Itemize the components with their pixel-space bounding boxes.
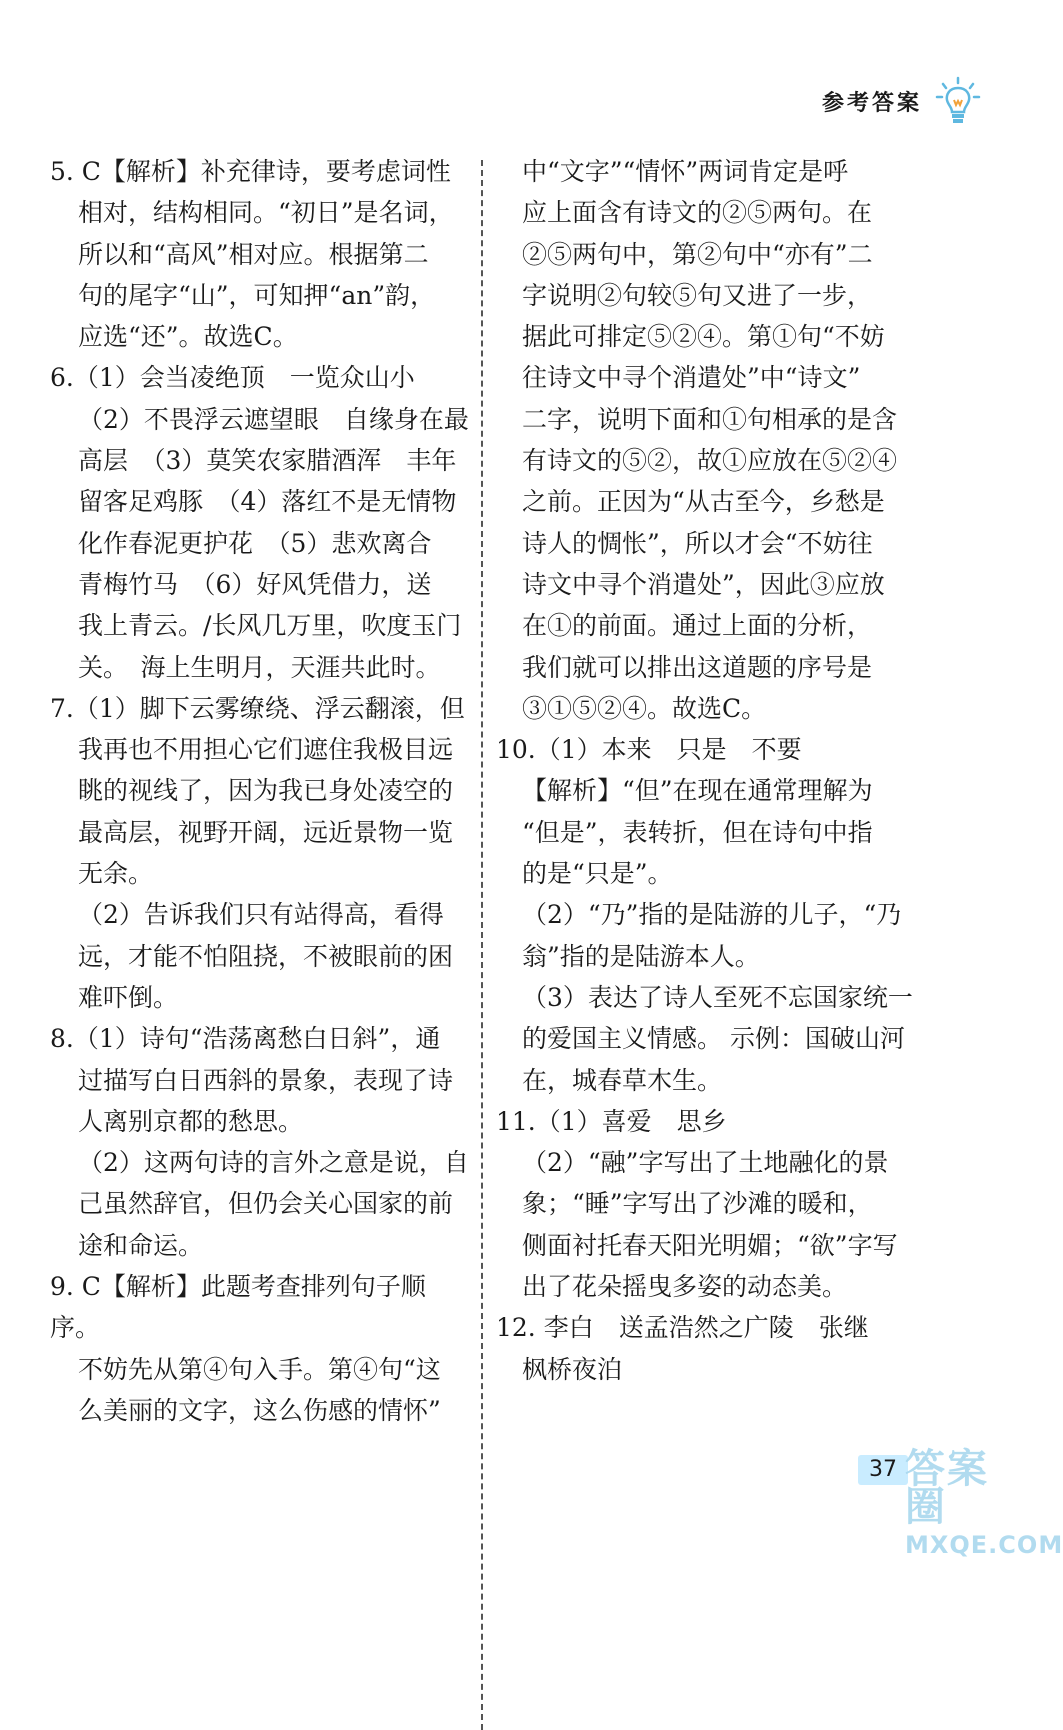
answer-line: 在，城春草木生。 <box>522 1065 723 1095</box>
answer-line: 枫桥夜泊 <box>522 1354 623 1384</box>
answer-line: 青梅竹马 （6）好风凭借力，送 <box>78 569 432 599</box>
answer-line: 侧面衬托春天阳光明媚；“欲”字写 <box>522 1230 898 1260</box>
answer-line: 出了花朵摇曳多姿的动态美。 <box>522 1272 848 1302</box>
answer-line: 字说明②句较⑤句又进了一步， <box>522 280 873 310</box>
answer-line: （2）不畏浮云遮望眼 自缘身在最 <box>78 404 469 434</box>
answer-line: 有诗文的⑤②，故①应放在⑤②④ <box>522 446 898 476</box>
answer-line: 我上青云。/长风几万里，吹度玉门 <box>78 611 462 641</box>
answer-line: 我们就可以排出这道题的序号是 <box>522 652 873 682</box>
answer-line: 象；“睡”字写出了沙滩的暖和， <box>522 1189 873 1219</box>
watermark-logo <box>905 1446 1063 1559</box>
answer-line: （3）表达了诗人至死不忘国家统一 <box>522 982 913 1012</box>
answer-line: ②⑤两句中，第②句中“亦有”二 <box>522 239 873 269</box>
answer-line: （2）“乃”指的是陆游的儿子，“乃 <box>522 900 902 930</box>
answer-line: 的是“只是”。 <box>522 859 673 889</box>
answer-line: 么美丽的文字，这么伤感的情怀” <box>78 1395 441 1425</box>
answer-line: 翁”指的是陆游本人。 <box>522 941 760 971</box>
answer-line: （2）这两句诗的言外之意是说，自 <box>78 1148 469 1178</box>
answer-line: 10.（1）本来 只是 不要 <box>496 735 802 765</box>
answer-line: 过描写白日西斜的景象，表现了诗 <box>78 1065 454 1095</box>
answer-line: （2）“融”字写出了土地融化的景 <box>522 1148 889 1178</box>
answer-line: 应上面含有诗文的②⑤两句。在 <box>522 198 873 228</box>
answer-column-left <box>50 151 470 1431</box>
answer-line: 高层 （3）莫笑农家腊酒浑 丰年 <box>78 446 457 476</box>
answer-line: 难吓倒。 <box>78 982 179 1012</box>
answer-line: 化作春泥更护花 （5）悲欢离合 <box>78 528 432 558</box>
column-divider <box>481 160 483 1730</box>
answer-line: 留客足鸡豚 （4）落红不是无情物 <box>78 487 457 517</box>
answer-line: 远，才能不怕阻挠，不被眼前的困 <box>78 941 454 971</box>
page-header-title: 参考答案 <box>821 91 922 116</box>
answer-line: 11.（1）喜爱 思乡 <box>496 1106 727 1136</box>
answer-line: 7.（1）脚下云雾缭绕、浮云翻滚，但 <box>50 693 465 723</box>
answer-line: 人离别京都的愁思。 <box>78 1106 304 1136</box>
answer-line: 途和命运。 <box>78 1230 204 1260</box>
answer-line: 中“文字”“情怀”两词肯定是呼 <box>522 157 849 186</box>
answer-line: 应选“还”。故选C。 <box>78 322 298 352</box>
answer-line: 句的尾字“山”，可知押“an”韵， <box>78 280 436 310</box>
answer-line: 6.（1）会当凌绝顶 一览众山小 <box>50 363 415 393</box>
answer-line: ③①⑤②④。故选C。 <box>522 693 767 723</box>
answer-line: 在①的前面。通过上面的分析， <box>522 611 873 641</box>
answer-line: 相对，结构相同。“初日”是名词， <box>78 198 454 228</box>
answer-line: 【解析】“但”在现在通常理解为 <box>522 776 873 806</box>
page-number: 37 <box>858 1455 908 1485</box>
answer-line: 最高层，视野开阔，远近景物一览 <box>78 817 454 847</box>
answer-line: 无余。 <box>78 859 154 889</box>
answer-line: “但是”，表转折，但在诗句中指 <box>522 817 873 847</box>
answer-line: 的爱国主义情感。 示例：国破山河 <box>522 1024 905 1054</box>
answer-line: 12. 李白 送孟浩然之广陵 张继 <box>496 1313 869 1343</box>
answer-line: 9. C【解析】此题考查排列句子顺序。 <box>50 1272 426 1343</box>
answer-line: 8.（1）诗句“浩荡离愁白日斜”，通 <box>50 1024 441 1054</box>
answer-line: 往诗文中寻个消遣处”中“诗文” <box>522 363 861 393</box>
answer-line: 二字，说明下面和①句相承的是含 <box>522 404 898 434</box>
answer-line: 诗文中寻个消遣处”，因此③应放 <box>522 569 885 599</box>
answer-line: 我再也不用担心它们遮住我极目远 <box>78 735 454 765</box>
answer-line: 己虽然辞官，但仍会关心国家的前 <box>78 1189 454 1219</box>
answer-line: 之前。正因为“从古至今，乡愁是 <box>522 487 885 517</box>
answer-line: 眺的视线了，因为我已身处凌空的 <box>78 776 454 806</box>
answer-line: 所以和“高风”相对应。根据第二 <box>78 239 429 269</box>
watermark-line2: MXQE.COM <box>905 1531 1063 1559</box>
answer-line: 5. C【解析】补充律诗，要考虑词性 <box>50 157 451 186</box>
lightbulb-icon <box>934 76 982 126</box>
answer-line: 关。 海上生明月，天涯共此时。 <box>78 652 441 682</box>
watermark-line1: 答案圈 <box>905 1446 989 1530</box>
answer-line: （2）告诉我们只有站得高，看得 <box>78 900 444 930</box>
answer-column-right <box>496 151 916 1390</box>
answer-line: 不妨先从第④句入手。第④句“这 <box>78 1354 441 1384</box>
answer-line: 据此可排定⑤②④。第①句“不妨 <box>522 322 885 352</box>
answer-line: 诗人的惆怅”，所以才会“不妨往 <box>522 528 873 558</box>
